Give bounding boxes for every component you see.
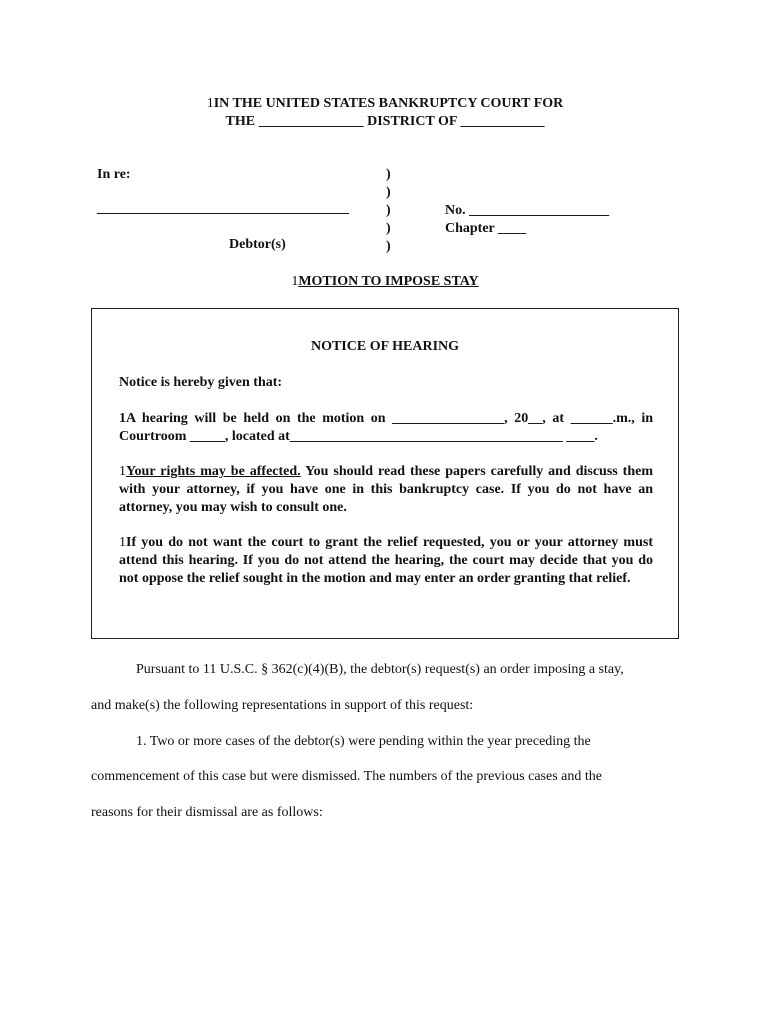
rights-paragraph <box>119 463 653 517</box>
body-line-4: commencement of this case but were dismissed. The numbers of the previous cases and the <box>91 769 602 784</box>
caption-paren: ) <box>386 203 391 218</box>
footnote-mark: 1 <box>119 535 126 550</box>
footnote-mark: 1 <box>119 411 126 426</box>
body-line-2: and make(s) the following representations in support of this request: <box>91 698 474 713</box>
body-line-5: reasons for their dismissal are as follows: <box>91 805 323 820</box>
notice-heading: NOTICE OF HEARING <box>310 339 460 354</box>
court-header-line-2: THE _______________ DISTRICT OF ____________ <box>225 114 545 129</box>
footnote-mark: 1 <box>206 96 214 111</box>
body-line-1: Pursuant to 11 U.S.C. § 362(c)(4)(B), the debtor(s) request(s) an order imposing a stay, <box>136 662 624 677</box>
debtor-label: Debtor(s) <box>229 237 286 252</box>
notice-intro: Notice is hereby given that: <box>119 375 283 390</box>
footnote-mark: 1 <box>291 274 299 289</box>
court-header-line-1 <box>0 95 770 112</box>
caption-paren: ) <box>386 167 391 182</box>
footnote-mark: 1 <box>119 464 126 479</box>
hearing-text: A hearing will be held on the motion on ________________, 20__, at ______.m., in Courtroom _____, located at_______________________________________ ____. <box>119 411 653 444</box>
case-number-field: No. ____________________ <box>445 203 610 218</box>
attend-text: If you do not want the court to grant the relief requested, you or your attorney must attend this hearing. If you do not attend the hearing, the court may decide that you do not oppose the relief sought in the motion and may enter an order granting that relief. <box>119 535 653 586</box>
caption-paren: ) <box>386 239 391 254</box>
court-header-text: IN THE UNITED STATES BANKRUPTCY COURT FOR <box>213 96 564 111</box>
motion-title-text: MOTION TO IMPOSE STAY <box>298 274 479 289</box>
attend-paragraph <box>119 534 653 588</box>
hearing-paragraph <box>119 410 653 446</box>
motion-title <box>0 273 770 290</box>
caption-paren: ) <box>386 221 391 236</box>
in-re-label: In re: <box>97 167 131 182</box>
rights-text: You should read these papers carefully and discuss them with your attorney, if you have one in this bankruptcy case. If you do not have an attorney, you may wish to consult one. <box>119 464 653 515</box>
chapter-field: Chapter ____ <box>445 221 527 236</box>
rights-lead: Your rights may be affected. <box>126 464 301 479</box>
debtor-name-blank: ____________________________________ <box>97 201 349 216</box>
caption-paren: ) <box>386 185 391 200</box>
body-line-3: 1. Two or more cases of the debtor(s) were pending within the year preceding the <box>136 734 591 749</box>
